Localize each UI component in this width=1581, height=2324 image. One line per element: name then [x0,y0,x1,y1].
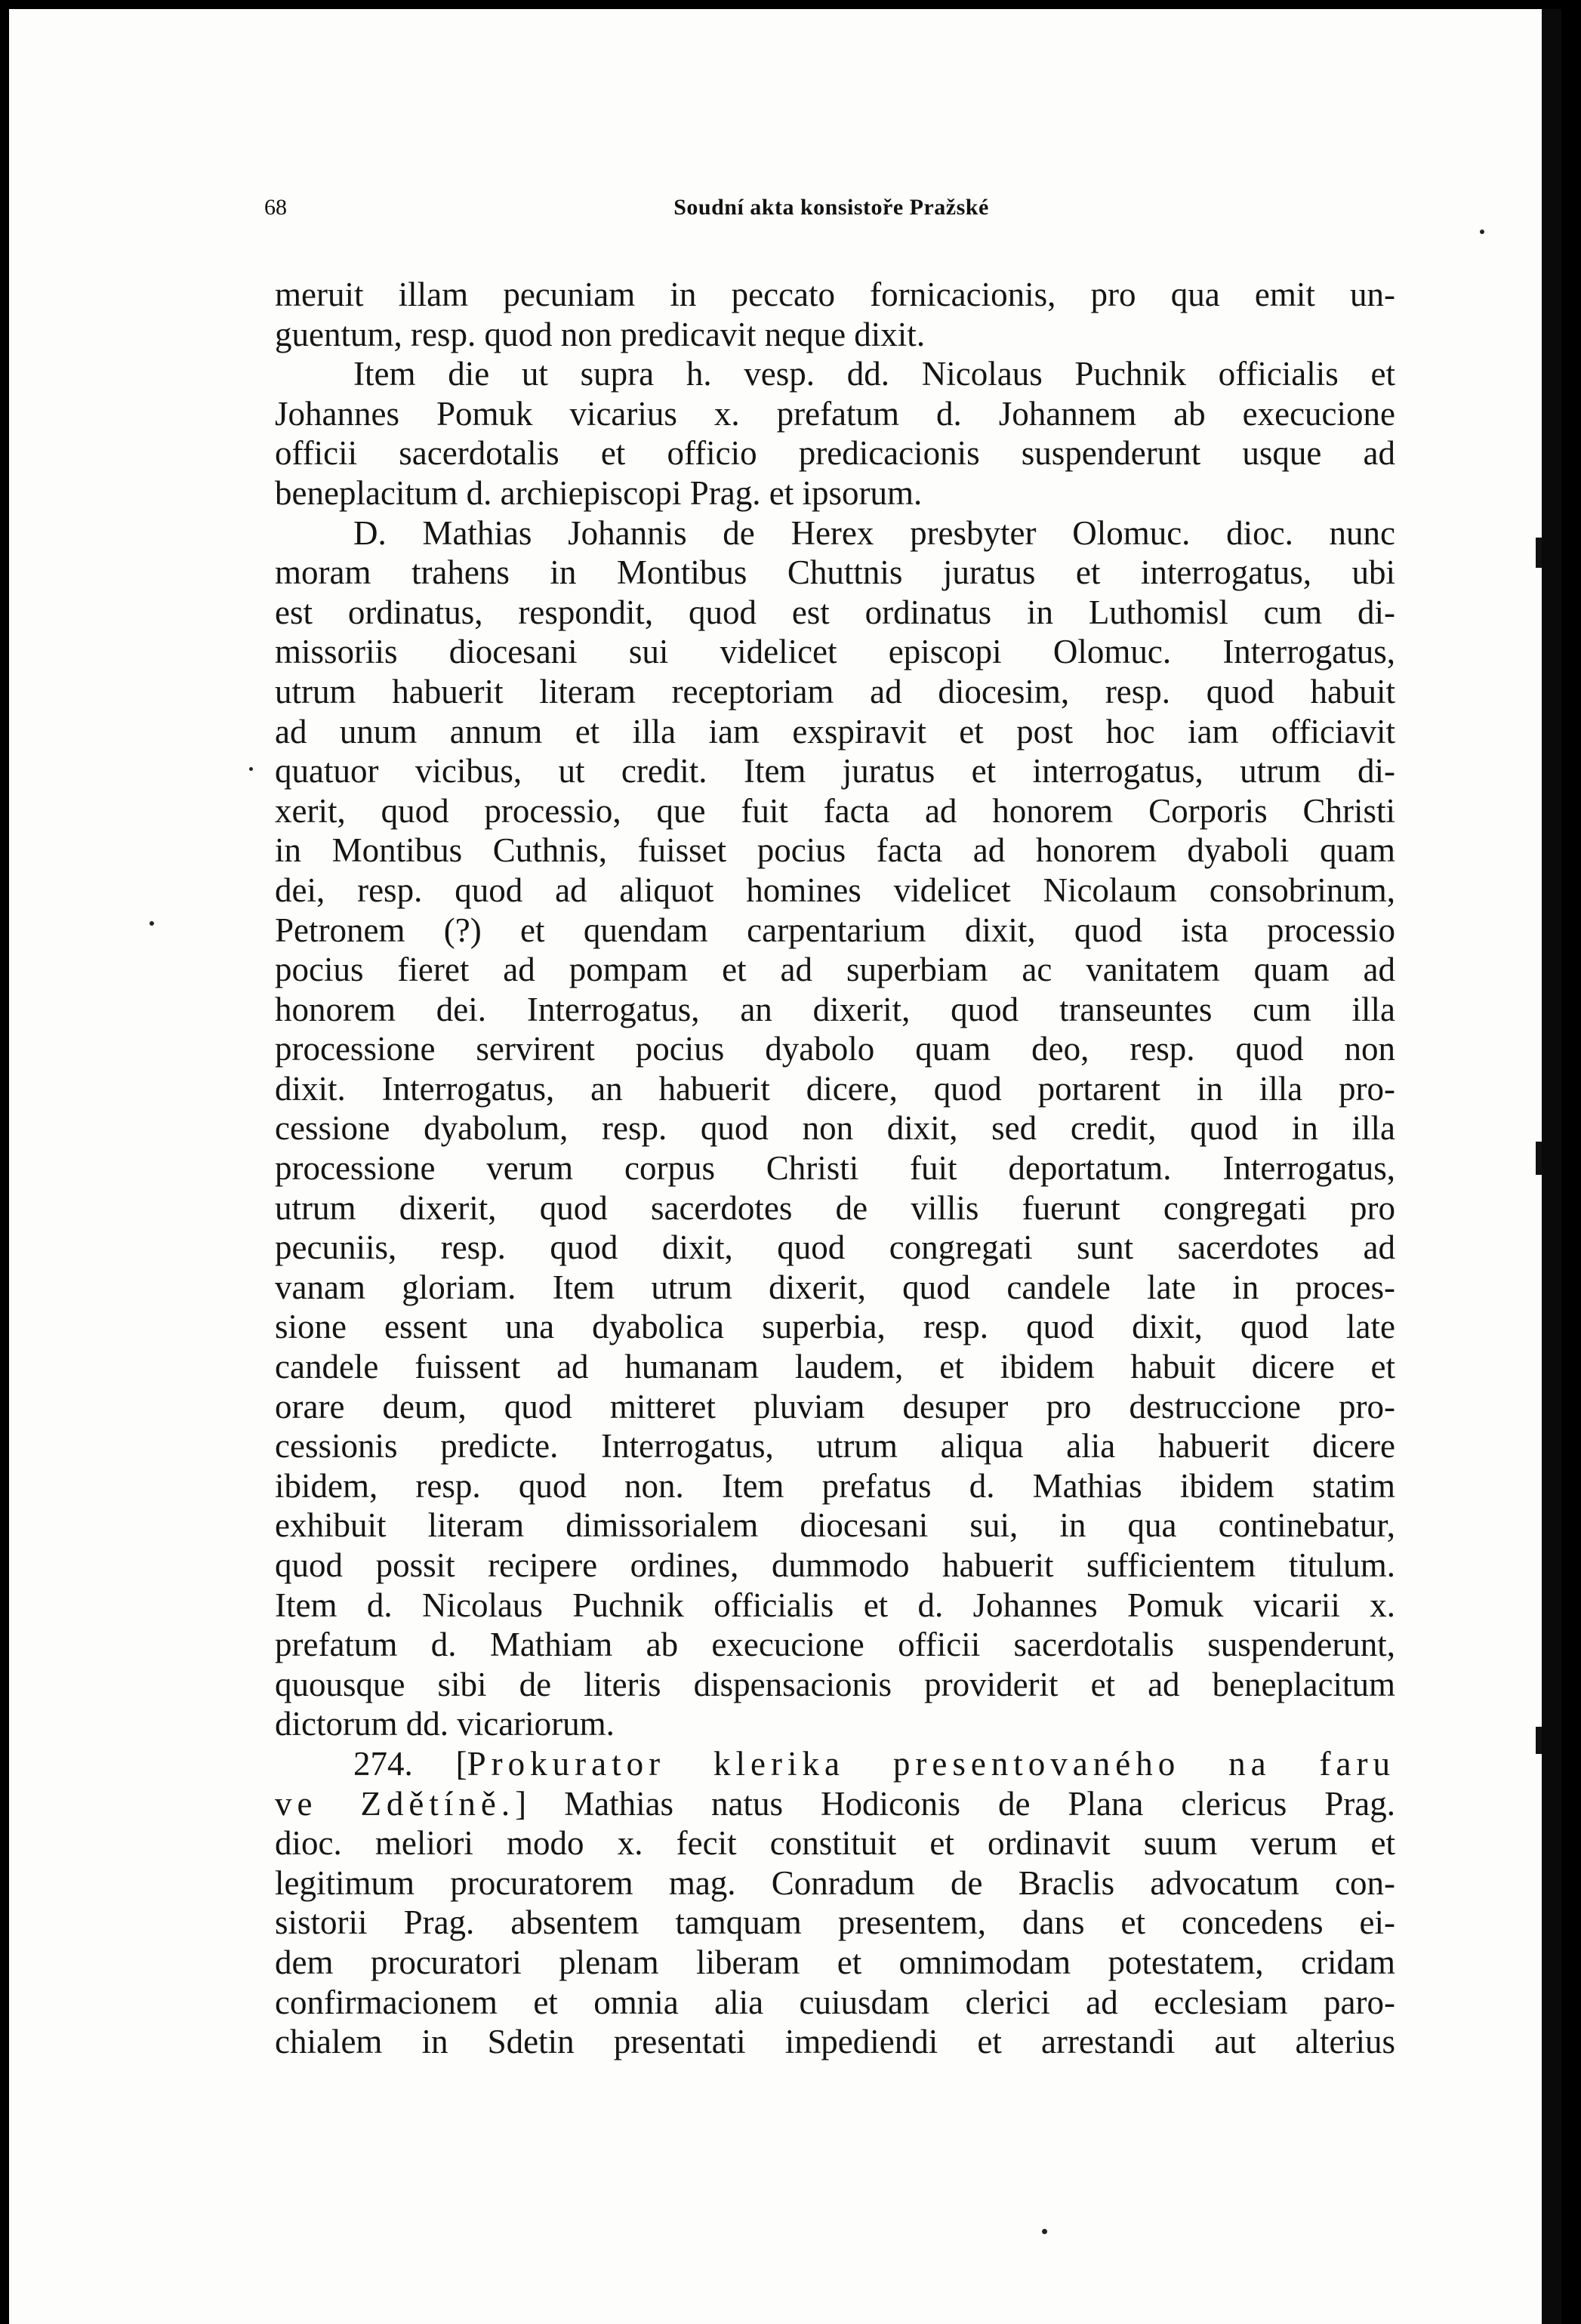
text-line: ad unum annum et illa iam exspiravit et post hoc iam officiavit [275,712,1395,751]
scan-speck [1042,2229,1047,2234]
text-line: Item d. Nicolaus Puchnik officialis et d. Johannes Pomuk vicarii x. [275,1586,1395,1624]
text-line: quousque sibi de literis dispensacionis providerit et ad beneplacitum [275,1665,1395,1703]
scanned-page [9,9,1561,2324]
edge-mark [1536,538,1542,568]
edge-mark [1536,1727,1542,1754]
text-line: pocius fieret ad pompam et ad superbiam ac vanitatem quam ad [275,951,1395,989]
page-header [264,195,1398,225]
text-line: cessione dyabolum, resp. quod non dixit, sed credit, quod in illa [275,1109,1395,1148]
text-line: honorem dei. Interrogatus, an dixerit, quod transeuntes cum illa [275,990,1395,1028]
text-line: utrum habuerit literam receptoriam ad diocesim, resp. quod habuit [275,672,1395,710]
text-line: processione servirent pocius dyabolo quam deo, resp. quod non [275,1030,1395,1068]
text-line: exhibuit literam dimissorialem diocesani sui, in qua continebatur, [275,1506,1395,1545]
text-line: guentum, resp. quod non predicavit neque dixit. [275,315,926,353]
scan-speck [149,921,154,926]
text-line: chialem in Sdetin presentati impediendi et arrestandi aut alterius [275,2023,1395,2061]
body-text [275,275,1395,2062]
text-line: vanam gloriam. Item utrum dixerit, quod candele late in proces- [275,1268,1395,1306]
text-line: dixit. Interrogatus, an habuerit dicere, quod portarent in illa pro- [275,1069,1395,1108]
text-line: orare deum, quod mitteret pluviam desuper pro destruccione pro- [275,1387,1395,1426]
text-line: ibidem, resp. quod non. Item prefatus d. Mathias ibidem statim [275,1466,1395,1505]
text-line: xerit, quod processio, que fuit facta ad honorem Corporis Christi [275,791,1395,830]
text-line: dem procuratori plenam liberam et omnimodam potestatem, cridam [275,1943,1395,1981]
text-line: prefatum d. Mathiam ab execucione officii sacerdotalis suspenderunt, [275,1626,1395,1664]
page-number: 68 [264,195,287,220]
scan-speck [1480,230,1484,234]
text-line: sistorii Prag. absentem tamquam presentem, dans et concedens ei- [275,1903,1395,1942]
text-line: meruit illam pecuniam in peccato fornicacionis, pro qua emit un- [275,276,1395,313]
text-line: moram trahens in Montibus Chuttnis juratus et interrogatus, ubi [275,553,1395,592]
heading-title: Prokurator klerika presentovaného na faru [467,1744,1395,1783]
text-line: legitimum procuratorem mag. Conradum de Braclis advocatum con- [275,1863,1395,1902]
text-line: sione essent una dyabolica superbia, resp. quod dixit, quod late [275,1308,1395,1346]
text-line: Johannes Pomuk vicarius x. prefatum d. Johannem ab execucione [275,394,1395,433]
text-line: missoriis diocesani sui videlicet episcopi Olomuc. Interrogatus, [275,633,1395,671]
section-heading-274-continued [275,1784,1395,1824]
text-line: officii sacerdotalis et officio predicacionis suspenderunt usque ad [275,434,1395,473]
text-line: dictorum dd. vicariorum. [275,1705,615,1743]
text-line: Petronem (?) et quendam carpentarium dixit, quod ista processio [275,911,1395,949]
heading-title-continued: ve Zdětíně. [275,1784,516,1823]
text-line: est ordinatus, respondit, quod est ordinatus in Luthomisl cum di- [275,593,1395,631]
text-line: utrum dixerit, quod sacerdotes de villis fuerunt congregati pro [275,1188,1395,1227]
edge-mark [1536,1142,1542,1175]
text-line: candele fuissent ad humanam laudem, et ibidem habuit dicere et [275,1348,1395,1386]
text-line: in Montibus Cuthnis, fuisset pocius facta ad honorem dyaboli quam [275,831,1395,870]
text-line: quatuor vicibus, ut credit. Item juratus et interrogatus, utrum di- [275,752,1395,791]
text-line: beneplacitum d. archiepiscopi Prag. et ipsorum. [275,473,923,512]
text-line: dei, resp. quod ad aliquot homines videlicet Nicolaum consobrinum, [275,871,1395,909]
text-line: D. Mathias Johannis de Herex presbyter Olomuc. dioc. nunc [353,513,1395,552]
heading-line-rest: ] Mathias natus Hodiconis de Plana clericus Prag. [515,1784,1395,1823]
running-head: Soudní akta konsistoře Pražské [673,195,989,220]
scan-speck [249,767,253,771]
heading-number: 274. [ [353,1744,467,1783]
page-edge-shadow [1542,9,1561,2324]
text-line: confirmacionem et omnia alia cuiusdam clerici ad ecclesiam paro- [275,1983,1395,2021]
text-line: processione verum corpus Christi fuit deportatum. Interrogatus, [275,1149,1395,1188]
text-line: pecuniis, resp. quod dixit, quod congregati sunt sacerdotes ad [275,1228,1395,1267]
text-line: cessionis predicte. Interrogatus, utrum aliqua alia habuerit dicere [275,1427,1395,1466]
text-line: quod possit recipere ordines, dummodo habuerit sufficientem titulum. [275,1546,1395,1584]
section-heading-274 [275,1744,1395,1784]
text-line: dioc. meliori modo x. fecit constituit et ordinavit suum verum et [275,1824,1395,1863]
text-line: Item die ut supra h. vesp. dd. Nicolaus Puchnik officialis et [353,355,1395,393]
